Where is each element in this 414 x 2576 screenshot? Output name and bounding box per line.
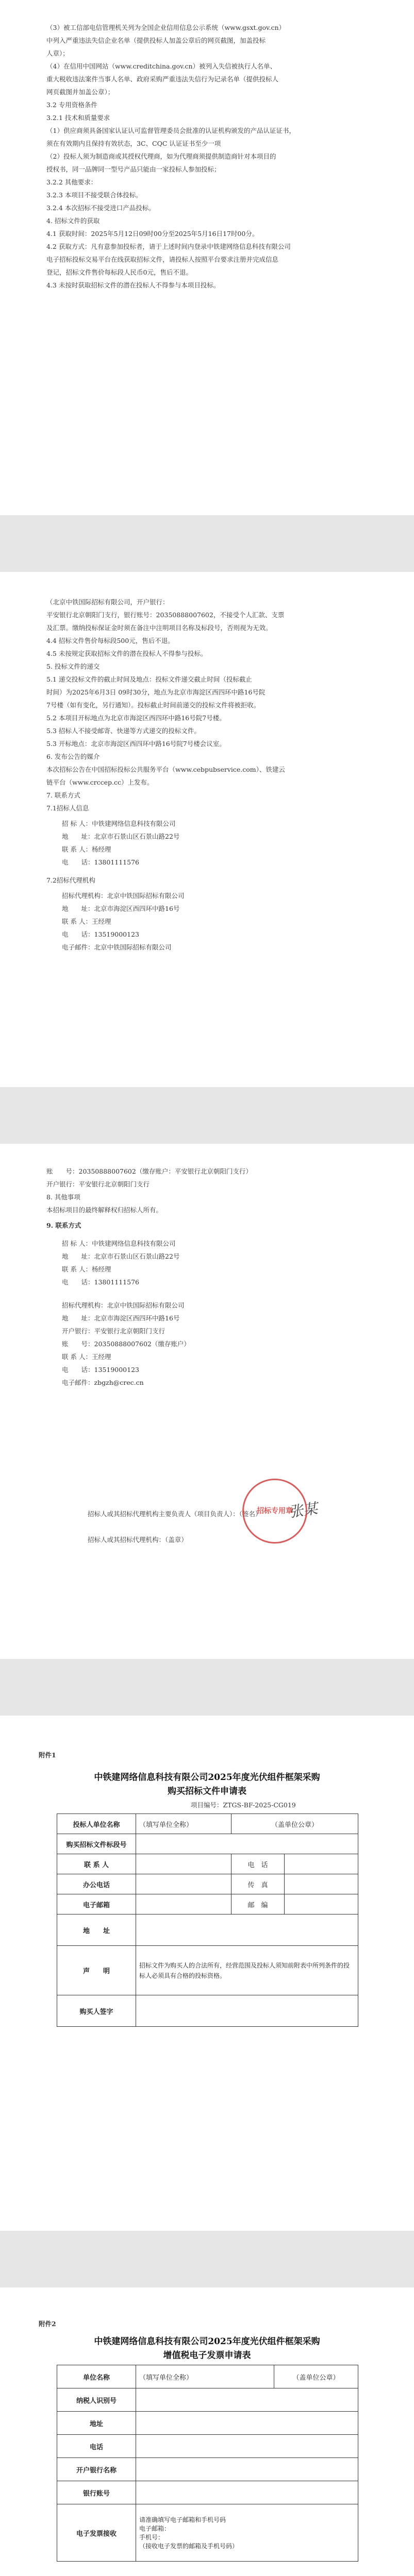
form-row-label: 开户银行名称 bbox=[57, 2458, 136, 2481]
form-row-value[interactable] bbox=[136, 1834, 358, 1854]
agency-info bbox=[62, 904, 179, 913]
agency-info-value: 王经理 bbox=[91, 918, 111, 925]
agency-info bbox=[62, 1340, 190, 1349]
agency-info bbox=[62, 1327, 165, 1336]
form-row-label: 联 系 人 bbox=[57, 1854, 136, 1874]
tenderer-info-value: 杨经理 bbox=[91, 845, 111, 853]
agency-info-label: 招标代理机构： bbox=[62, 892, 107, 900]
handwritten-signature: 张某 bbox=[288, 1500, 319, 1521]
form-row-extra-value[interactable] bbox=[285, 1854, 358, 1874]
form-row-extra: 邮 编 bbox=[231, 1894, 285, 1914]
tenderer-info-value: 中铁建网络信息科技有限公司 bbox=[91, 820, 176, 827]
seal-stamp-text: 招标专用章 bbox=[257, 1507, 293, 1515]
body-line: 4.1 获取时间：2025年5月12日09时00分至2025年5月16日17时00分。 bbox=[46, 230, 259, 238]
body-line: 7. 联系方式 bbox=[46, 791, 80, 799]
form-row bbox=[57, 2388, 358, 2412]
body-line: 7.1招标人信息 bbox=[46, 804, 89, 812]
agency-info bbox=[62, 930, 139, 939]
form-row-value[interactable]: （填写单位全称） bbox=[136, 1814, 231, 1834]
agency-heading: 7.2招标代理机构 bbox=[46, 876, 95, 884]
form-row bbox=[57, 2412, 358, 2435]
body-line: 5.3 开标地点：北京市海淀区西四环中路16号院7号楼会议室。 bbox=[46, 740, 226, 748]
body-line: 账 号：20350888007602（缴存账户：平安银行北京朝阳门支行） bbox=[46, 1167, 252, 1175]
form-row-value[interactable]: 请准确填写电子邮箱和手机号码 电子邮箱： 手机号： （接收电子发票的邮箱及手机号码） bbox=[136, 2504, 358, 2562]
form-row-label: 电子邮箱 bbox=[57, 1894, 136, 1914]
body-line: 4.2 获取方式：凡有意参加投标者，请于上述时间内登录中铁建网络信息科技有限公司 bbox=[46, 243, 291, 250]
form-row bbox=[57, 1995, 358, 2027]
form-row-label: 地址 bbox=[57, 2412, 136, 2435]
agency-info bbox=[62, 1365, 139, 1375]
agency-info bbox=[62, 917, 111, 926]
form-row-extra: （盖单位公章） bbox=[274, 2365, 358, 2388]
page-2 bbox=[0, 572, 414, 1087]
tenderer-info-label: 电 话： bbox=[62, 1278, 94, 1286]
invoice-application-form bbox=[57, 2365, 358, 2562]
body-line: 及汇票。缴纳投标保证金时须在备注中注明项目名称及标段号，否则视为无效。 bbox=[46, 624, 272, 632]
form-row-label: 纳税人识别号 bbox=[57, 2388, 136, 2412]
page-5 bbox=[0, 2287, 414, 2576]
agency-info-value: 平安银行北京朝阳门支行 bbox=[94, 1327, 165, 1335]
tenderer-info-label: 联 系 人： bbox=[62, 1265, 92, 1273]
body-line: 5.2 本项目开标地点为北京市海淀区西四环中路16号院7号楼。 bbox=[46, 714, 226, 722]
agency-info-value: 北京中铁国际招标有限公司 bbox=[94, 943, 172, 951]
body-line: 5.3 招标人不接受邮寄、快递等方式递交的投标文件。 bbox=[46, 727, 201, 735]
agency-info-label: 地 址： bbox=[62, 1314, 94, 1322]
body-line: （2）投标人须为制造商或其授权代理商，如为代理商须提供制造商针对本项目的 bbox=[46, 152, 276, 160]
tenderer-info bbox=[62, 1278, 139, 1287]
body-line: （1）供应商须具备国家认证认可监督管理委员会批准的认证机构颁发的产品认证证书， bbox=[46, 127, 295, 134]
form-row-label: 办公电话 bbox=[57, 1874, 136, 1894]
agency-info-label: 电子邮件： bbox=[62, 943, 94, 951]
body-line: 5. 投标文件的递交 bbox=[46, 663, 100, 670]
contact-heading: 9. 联系方式 bbox=[46, 1222, 81, 1229]
body-line: （3）被工信部电信管理机关列为全国企业信用信息公示系统（www.gsxt.gov.cn） bbox=[46, 24, 286, 31]
form-row-value[interactable] bbox=[136, 2388, 358, 2412]
agency-info-label: 联 系 人： bbox=[62, 1353, 92, 1361]
body-line: 授权书，同一品牌同一型号产品只能由一家投标人参加投标； bbox=[46, 165, 221, 173]
body-line: 4.5 未按规定获取招标文件的潜在投标人不得参与投标。 bbox=[46, 650, 207, 657]
project-number bbox=[191, 1801, 296, 1810]
form-row-value[interactable] bbox=[136, 1995, 358, 2027]
body-line: 登记，招标文件售价每标段人民币0元，售后不退。 bbox=[46, 268, 192, 276]
body-line: 8. 其他事项 bbox=[46, 1193, 80, 1201]
body-line: 平安银行北京朝阳门支行，银行账号：20350888007602，不接受个人汇款、支票 bbox=[46, 611, 285, 619]
body-line: 4. 招标文件的获取 bbox=[46, 217, 100, 225]
body-line: 须在有效期内且保持有效状态，3C、CQC 认证证书至少一项 bbox=[46, 140, 221, 147]
body-line: 人章）； bbox=[46, 49, 69, 57]
form-row-label: 投标人单位名称 bbox=[57, 1814, 136, 1834]
tenderer-info bbox=[62, 845, 111, 854]
body-line: 3.2.1 技术和质量要求 bbox=[46, 114, 110, 122]
body-line: （北京中铁国际招标有限公司，开户银行： bbox=[46, 598, 169, 606]
agency-info-value: 北京中铁国际招标有限公司 bbox=[107, 1301, 185, 1309]
tenderer-info bbox=[62, 858, 139, 867]
form-row-value[interactable] bbox=[136, 2481, 358, 2504]
form-row bbox=[57, 2435, 358, 2458]
tenderer-info bbox=[62, 1265, 111, 1274]
form-row-value[interactable] bbox=[136, 2435, 358, 2458]
seal-stamp bbox=[242, 1479, 307, 1544]
body-line: 本招标项目的最终解释权归招标人所有。 bbox=[46, 1206, 163, 1214]
form-row bbox=[57, 2504, 358, 2562]
attachment-label: 附件2 bbox=[39, 2320, 56, 2328]
attachment-label: 附件1 bbox=[39, 1751, 56, 1759]
form-row bbox=[57, 1874, 358, 1894]
purchase-application-form bbox=[57, 1814, 358, 2027]
body-line: 网页截图并加盖公章）； bbox=[46, 88, 114, 96]
tenderer-info-value: 北京市石景山区石景山路22号 bbox=[94, 833, 180, 840]
agency-info-value: 王经理 bbox=[91, 1353, 111, 1361]
agency-info-label: 开户银行： bbox=[62, 1327, 94, 1335]
form-row bbox=[57, 1914, 358, 1946]
agency-info bbox=[62, 1301, 185, 1310]
page-gap bbox=[0, 515, 414, 572]
tenderer-info-label: 招 标 人： bbox=[62, 820, 92, 827]
tenderer-info-label: 地 址： bbox=[62, 833, 94, 840]
agency-info-label: 地 址： bbox=[62, 905, 94, 912]
agency-info-value: 北京中铁国际招标有限公司 bbox=[107, 892, 185, 900]
agency-info bbox=[62, 891, 185, 901]
tenderer-info-label: 联 系 人： bbox=[62, 845, 92, 853]
form-row bbox=[57, 2365, 358, 2388]
agency-info-value: 北京市海淀区西四环中路16号 bbox=[94, 1314, 180, 1322]
tenderer-info-value: 13801111576 bbox=[94, 1278, 139, 1286]
form-row-label: 单位名称 bbox=[57, 2365, 136, 2388]
tenderer-info-label: 电 话： bbox=[62, 858, 94, 866]
page-gap bbox=[0, 1087, 414, 1144]
form-row-label: 电子发票接收 bbox=[57, 2504, 136, 2562]
agency-info-label: 联 系 人： bbox=[62, 918, 92, 925]
body-line: 7号楼（如有变化，另行通知）。投标截止时间前递交的投标文件将被拒收。 bbox=[46, 701, 260, 709]
page-1 bbox=[0, 0, 414, 515]
form-row-extra-value[interactable] bbox=[285, 1874, 358, 1894]
body-line: 中列入严重违法失信企业名单（提供投标人加盖公章后的网页截图，加盖投标 bbox=[46, 37, 266, 44]
body-line: 链平台（www.crccep.cc）上发布。 bbox=[46, 778, 154, 786]
body-line: 6. 发布公告的媒介 bbox=[46, 753, 100, 760]
form-title-line-2: 增值税电子发票申请表 bbox=[163, 2350, 251, 2361]
tenderer-info-value: 中铁建网络信息科技有限公司 bbox=[91, 1240, 176, 1247]
tenderer-info-value: 13801111576 bbox=[94, 858, 139, 866]
project-number-label: 项目编号： bbox=[191, 1801, 223, 1809]
agency-info-label: 电子邮件： bbox=[62, 1379, 94, 1386]
form-row bbox=[57, 1854, 358, 1874]
form-row-value[interactable]: 招标文件为购买人的合法所有，经营范围及投标人须知前附表中所列条件的投标人必须具有合格的投标资格。 bbox=[136, 1946, 358, 1995]
form-row-extra: 传 真 bbox=[231, 1874, 285, 1894]
page-4 bbox=[0, 1716, 414, 2231]
body-line: 3.2.3 本项目不接受联合体投标。 bbox=[46, 191, 142, 199]
project-number-value: ZTGS-BF-2025-CG019 bbox=[223, 1801, 296, 1809]
form-row bbox=[57, 2458, 358, 2481]
agency-info bbox=[62, 943, 172, 952]
form-row-label: 声 明 bbox=[57, 1946, 136, 1995]
body-line: 3.2.4 本次招标不接受进口产品投标。 bbox=[46, 204, 155, 212]
form-row-value[interactable] bbox=[136, 1874, 231, 1894]
form-row-extra-value[interactable] bbox=[285, 1894, 358, 1914]
body-line: 本次招标公告在中国招标投标公共服务平台（www.cebpubservice.com）、铁建云 bbox=[46, 766, 285, 773]
body-line: 3.2.2 其他要求： bbox=[46, 178, 97, 186]
tenderer-info-label: 招 标 人： bbox=[62, 1240, 92, 1247]
form-title-line-1: 中铁建网络信息科技有限公司2025年度光伏组件框架采购 bbox=[94, 1772, 320, 1783]
form-row-value[interactable] bbox=[136, 1914, 358, 1946]
agency-info bbox=[62, 1352, 111, 1362]
form-row-label: 购买人签字 bbox=[57, 1995, 136, 2027]
body-line: 电子招标投标交易平台在线获取招标文件，请投标人按照平台要求注册并完成信息 bbox=[46, 256, 279, 263]
agency-info-value: 13519000123 bbox=[94, 930, 139, 938]
agency-info-value: 北京市海淀区西四环中路16号 bbox=[94, 905, 180, 912]
agency-info bbox=[62, 1378, 144, 1387]
agency-info-value: 13519000123 bbox=[94, 1366, 139, 1374]
body-line: 开户银行：平安银行北京朝阳门支行 bbox=[46, 1180, 150, 1188]
tenderer-info-value: 北京市石景山区石景山路22号 bbox=[94, 1252, 180, 1260]
body-line: 5.1 递交投标文件的截止时间及地点：投标文件递交截止时间（投标截止 bbox=[46, 675, 252, 683]
form-row-label: 电话 bbox=[57, 2435, 136, 2458]
body-line: 时间）为2025年6月3日 09时30分，地点为北京市海淀区西四环中路16号院 bbox=[46, 688, 266, 696]
form-row-value[interactable]: （填写单位全称） bbox=[136, 2365, 274, 2388]
body-line: 3.2 专用资格条件 bbox=[46, 101, 97, 109]
form-title-line-2: 购买招标文件申请表 bbox=[168, 1786, 246, 1797]
page-gap bbox=[0, 1659, 414, 1716]
tenderer-info-label: 地 址： bbox=[62, 1252, 94, 1260]
agency-info-label: 电 话： bbox=[62, 930, 94, 938]
form-row-label: 地 址 bbox=[57, 1914, 136, 1946]
signature-line-1: 招标人或其招标代理机构主要负责人（项目负责人）：（签名） bbox=[88, 1510, 262, 1518]
signature-line-2: 招标人或其招标代理机构：（盖章） bbox=[88, 1536, 188, 1544]
form-row-label: 银行账号 bbox=[57, 2481, 136, 2504]
form-row bbox=[57, 1946, 358, 1995]
form-row-label: 购买招标文件标段号 bbox=[57, 1834, 136, 1854]
tenderer-info bbox=[62, 1239, 175, 1248]
form-row bbox=[57, 1834, 358, 1854]
tenderer-info-value: 杨经理 bbox=[91, 1265, 111, 1273]
form-row-value[interactable] bbox=[136, 2412, 358, 2435]
body-line: （4）在信用中国网站（www.creditchina.gov.cn）被列入失信被执行人名单、 bbox=[46, 62, 277, 70]
body-line: 4.4 招标文件售价每标段500元，售后不退。 bbox=[46, 637, 174, 645]
agency-info-label: 电 话： bbox=[62, 1366, 94, 1374]
agency-info-label: 账 号： bbox=[62, 1340, 94, 1348]
tenderer-info bbox=[62, 819, 175, 828]
agency-info-value: 20350888007602（缴存账户） bbox=[94, 1340, 190, 1348]
page-gap bbox=[0, 2231, 414, 2287]
form-row bbox=[57, 1814, 358, 1834]
form-row-extra: （盖单位公章） bbox=[231, 1814, 358, 1834]
form-title-line-1: 中铁建网络信息科技有限公司2025年度光伏组件框架采购 bbox=[94, 2336, 320, 2347]
body-line: 重大税收违法案件当事人名单、政府采购严重违法失信行为记录名单（提供投标人 bbox=[46, 75, 279, 83]
tenderer-info bbox=[62, 1252, 179, 1261]
form-row-value[interactable] bbox=[136, 1894, 231, 1914]
form-row-value[interactable] bbox=[136, 2458, 358, 2481]
form-row bbox=[57, 2481, 358, 2504]
agency-info-value: zbgzh@crec.cn bbox=[94, 1379, 144, 1386]
page-3 bbox=[0, 1144, 414, 1659]
tenderer-info bbox=[62, 832, 179, 841]
agency-info-label: 招标代理机构： bbox=[62, 1301, 107, 1309]
form-row-extra: 电 话 bbox=[231, 1854, 285, 1874]
agency-info bbox=[62, 1314, 179, 1323]
form-row-value[interactable] bbox=[136, 1854, 231, 1874]
body-line: 4.3 未按时获取招标文件的潜在投标人不得参与本项目投标。 bbox=[46, 281, 220, 289]
form-row bbox=[57, 1894, 358, 1914]
